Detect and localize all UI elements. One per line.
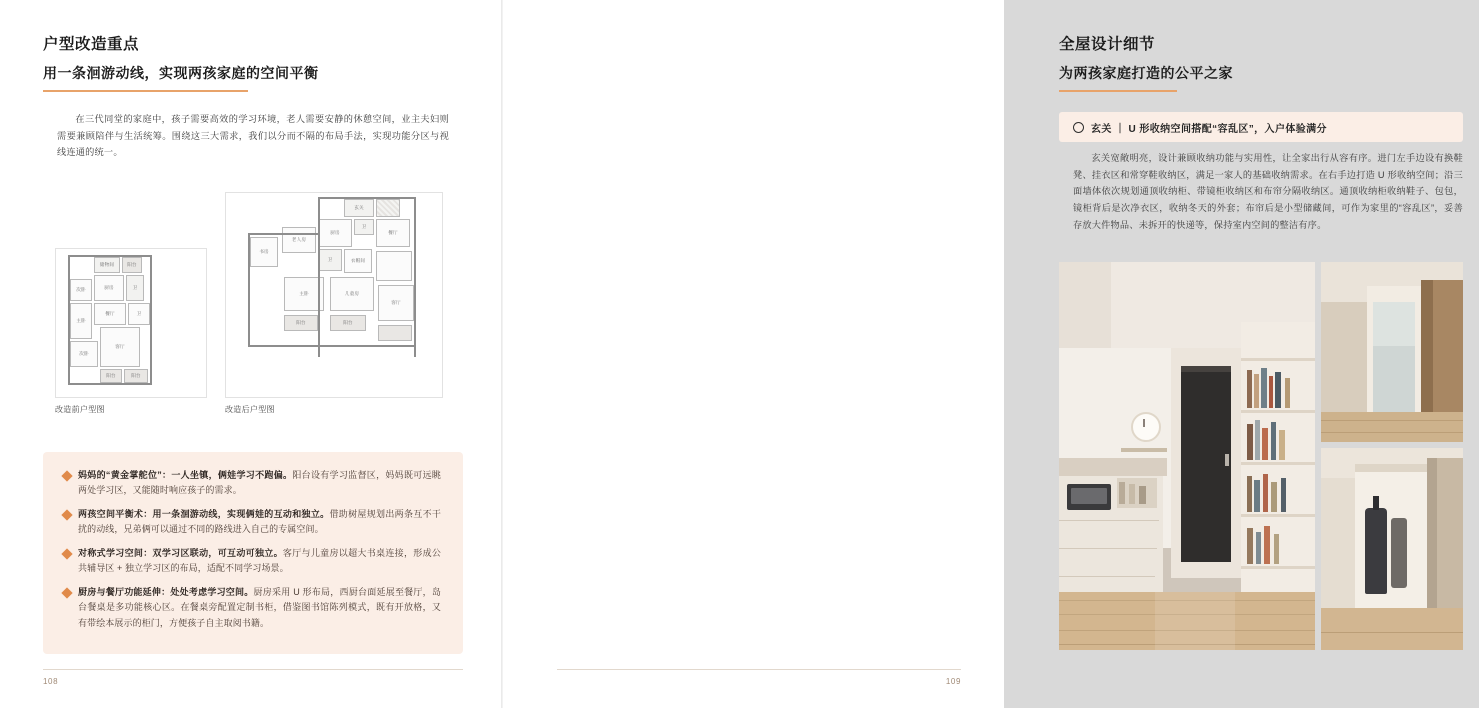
mirror-cabinet-photo [1321,262,1463,442]
section-underline [1059,90,1177,92]
right-page-heading [1059,32,1479,92]
key-point-item [63,585,441,631]
entry-hallway-photo [1059,262,1315,650]
body-paragraph: 玄关宽敞明亮，设计兼顾收纳功能与实用性，让全家出行从容有序。进门左手边设有换鞋凳、挂衣区和常穿鞋收纳区，满足一家人的基础收纳需求。在右手边打造 U 形收纳空间；沿三面墙体依次规划通顶收纳柜、带镜柜收纳区和布帘分隔收纳区。通顶收纳柜收纳鞋子、包包，镜柜背后是次净衣区，收纳冬天的外套；布帘后是小型储藏间，可作为家里的“容乱区”，妥善存放大件物品、未拆开的快递等，保持室内空间的整洁有序。 [1073,153,1463,230]
diamond-bullet-icon [61,509,72,520]
footer-divider [43,669,463,670]
title-underline [43,90,248,92]
key-point-item [63,507,441,538]
curtain-storage-photo [1321,448,1463,650]
section-title: 全屋设计细节 [1059,36,1156,53]
section-subtitle: 为两孩家庭打造的公平之家 [1059,65,1233,81]
page-title: 户型改造重点 [43,36,140,53]
page-number-right: 109 [945,677,961,686]
floor-plan-before-image: 储物间 阳台 厨房 卫 次卧 餐厅 主卧 卫 次卧 客厅 阳台 阳台 [55,248,207,398]
page-number-left: 108 [43,677,59,686]
floor-plan-after-caption: 改造后户型图 [225,405,275,414]
spread-gutter [501,0,503,708]
callout-label: 玄关 ｜ U 形收纳空间搭配“容乱区”，入户体验满分 [1091,123,1327,135]
key-points-box [43,452,463,654]
page-subtitle: 用一条洄游动线，实现两孩家庭的空间平衡 [43,65,319,81]
circle-marker-icon [1073,122,1084,133]
key-point-item [63,546,441,577]
key-point-text: 厨房与餐厅功能延伸：处处考虑学习空间。厨房采用 U 形布局，西厨台面延展至餐厅，岛台餐桌是多功能核心区。在餐桌旁配置定制书柜，借鉴图书馆陈列模式，既有开放格，又有带绘本展示的柜门，方便孩子自主取阅书籍。 [78,586,441,628]
footer-divider [557,669,961,670]
diamond-bullet-icon [61,587,72,598]
floor-plans [43,186,463,416]
callout-bar [1059,112,1463,142]
left-page [0,0,502,708]
key-point-text: 两孩空间平衡术：用一条洄游动线，实现俩娃的互动和独立。借助树屋规划出两条互不干扰的动线，兄弟俩可以通过不同的路线进入自己的专属空间。 [78,508,441,535]
key-point-text: 妈妈的“黄金掌舵位”：一人坐镇，俩娃学习不跑偏。阳台设有学习监督区，妈妈既可远眺两处学习区，又能随时响应孩子的需求。 [78,470,441,496]
key-point-text: 对称式学习空间：双学习区联动，可互动可独立。客厅与儿童房以超大书桌连接，形成公共辅导区 + 独立学习区的布局，适配不同学习场景。 [78,547,441,574]
left-page-heading [43,32,463,92]
floor-plan-before-caption: 改造前户型图 [55,405,105,414]
key-point-item [63,468,441,499]
floor-plan-after-image: 玄关 厨房 卫 餐厅 老人房 书房 卫 衣帽间 主卧 儿童房 客厅 阳台 阳台 [225,192,443,398]
diamond-bullet-icon [61,470,72,481]
diamond-bullet-icon [61,548,72,559]
intro-paragraph: 在三代同堂的家庭中，孩子需要高效的学习环境，老人需要安静的休憩空间，业主夫妇则需要兼顾陪伴与生活统筹。围绕这三大需求，我们以分而不隔的布局手法，实现功能分区与视线连通的统一。 [57,114,449,158]
right-page [502,0,1463,708]
